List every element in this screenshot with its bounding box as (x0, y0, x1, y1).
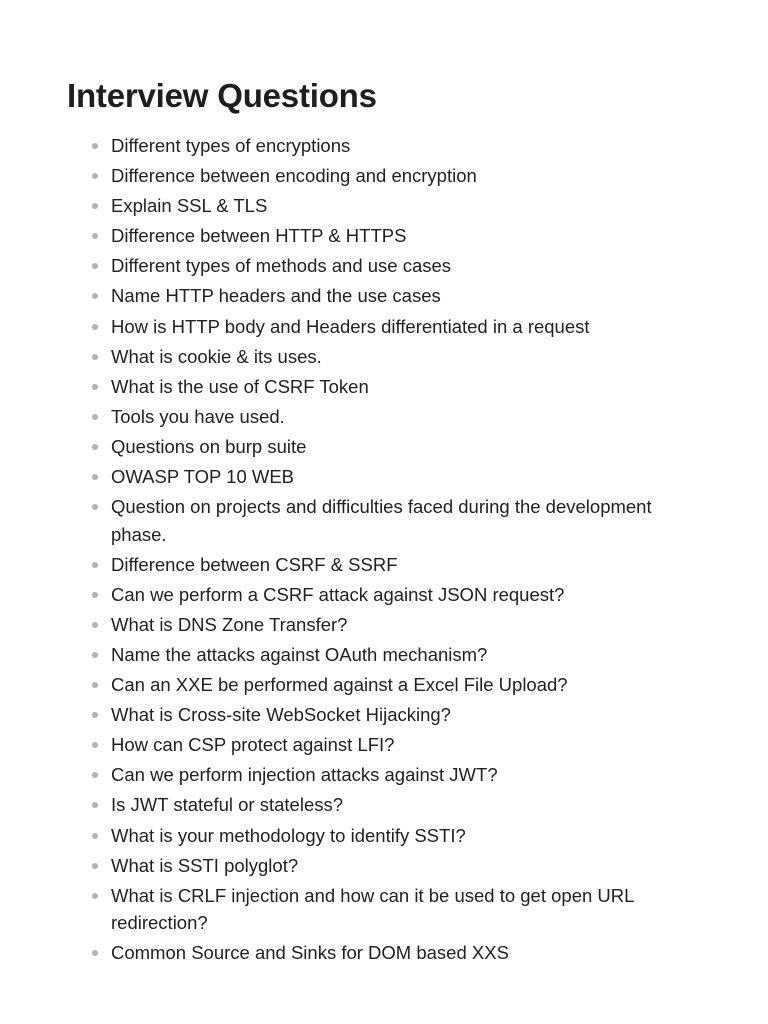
list-item (111, 493, 711, 548)
list-item (111, 701, 711, 729)
list-item (111, 252, 711, 280)
question-text: Can we perform a CSRF attack against JSON request? (111, 583, 565, 605)
question-text: Questions on burp suite (111, 435, 307, 457)
question-text: What is SSTI polyglot? (111, 854, 299, 876)
bullet-icon (92, 263, 98, 269)
bullet-icon (92, 833, 98, 839)
bullet-icon (92, 652, 98, 658)
question-text: Is JWT stateful or stateless? (111, 794, 344, 816)
list-item (111, 313, 711, 341)
bullet-icon (92, 384, 98, 390)
list-item (111, 162, 711, 190)
page-title: Interview Questions (67, 77, 377, 114)
bullet-icon (92, 474, 98, 480)
bullet-icon (92, 414, 98, 420)
bullet-icon (92, 444, 98, 450)
bullet-icon (92, 802, 98, 808)
question-text: Tools you have used. (111, 405, 285, 427)
list-item (111, 611, 711, 639)
list-item (111, 551, 711, 579)
list-item (111, 731, 711, 759)
question-text: Can we perform injection attacks against JWT? (111, 764, 498, 786)
bullet-icon (92, 712, 98, 718)
bullet-icon (92, 682, 98, 688)
list-item (111, 282, 711, 310)
bullet-icon (92, 324, 98, 330)
bullet-icon (92, 863, 98, 869)
question-text: Difference between HTTP & HTTPS (111, 225, 407, 247)
list-item (111, 343, 711, 371)
bullet-icon (92, 504, 98, 510)
list-item (111, 222, 711, 250)
bullet-icon (92, 173, 98, 179)
question-text: OWASP TOP 10 WEB (111, 466, 295, 488)
bullet-icon (92, 293, 98, 299)
list-item (111, 641, 711, 669)
question-text: What is DNS Zone Transfer? (111, 613, 348, 635)
bullet-icon (92, 354, 98, 360)
question-text: Can an XXE be performed against a Excel File Upload? (111, 674, 568, 696)
list-item (111, 192, 711, 220)
question-text: Name the attacks against OAuth mechanism? (111, 644, 488, 665)
bullet-icon (92, 893, 98, 899)
question-text: What is Cross-site WebSocket Hijacking? (111, 704, 451, 726)
list-item (111, 852, 711, 880)
question-text: Common Source and Sinks for DOM based XXS (111, 942, 509, 964)
list-item (111, 939, 711, 967)
list-item (111, 822, 711, 850)
list-item (111, 671, 711, 699)
list-item (111, 132, 711, 160)
question-text: How can CSP protect against LFI? (111, 734, 395, 756)
bullet-icon (92, 233, 98, 239)
question-text: How is HTTP body and Headers differentiated in a request (111, 315, 590, 337)
question-text: Different types of methods and use cases (111, 255, 452, 277)
question-text: Different types of encryptions (111, 135, 351, 156)
bullet-icon (92, 203, 98, 209)
bullet-icon (92, 950, 98, 956)
question-text: Name HTTP headers and the use cases (111, 285, 441, 307)
question-text: Question on projects and difficulties faced during the development phase. (111, 496, 652, 545)
question-text: What is cookie & its uses. (111, 345, 322, 367)
list-item (111, 463, 711, 491)
bullet-icon (92, 562, 98, 568)
list-item (111, 882, 711, 937)
list-item (111, 373, 711, 401)
question-text: Difference between encoding and encryption (111, 165, 477, 187)
question-text: What is your methodology to identify SSTI? (111, 824, 466, 846)
question-list (111, 132, 711, 969)
question-text: What is CRLF injection and how can it be used to get open URL redirection? (111, 884, 634, 934)
bullet-icon (92, 592, 98, 598)
list-item (111, 403, 711, 431)
question-text: Explain SSL & TLS (111, 195, 268, 217)
list-item (111, 433, 711, 461)
question-text: What is the use of CSRF Token (111, 375, 369, 397)
list-item (111, 581, 711, 609)
bullet-icon (92, 742, 98, 748)
bullet-icon (92, 772, 98, 778)
bullet-icon (92, 622, 98, 628)
question-text: Difference between CSRF & SSRF (111, 553, 398, 575)
bullet-icon (92, 143, 98, 149)
list-item (111, 761, 711, 789)
list-item (111, 791, 711, 819)
